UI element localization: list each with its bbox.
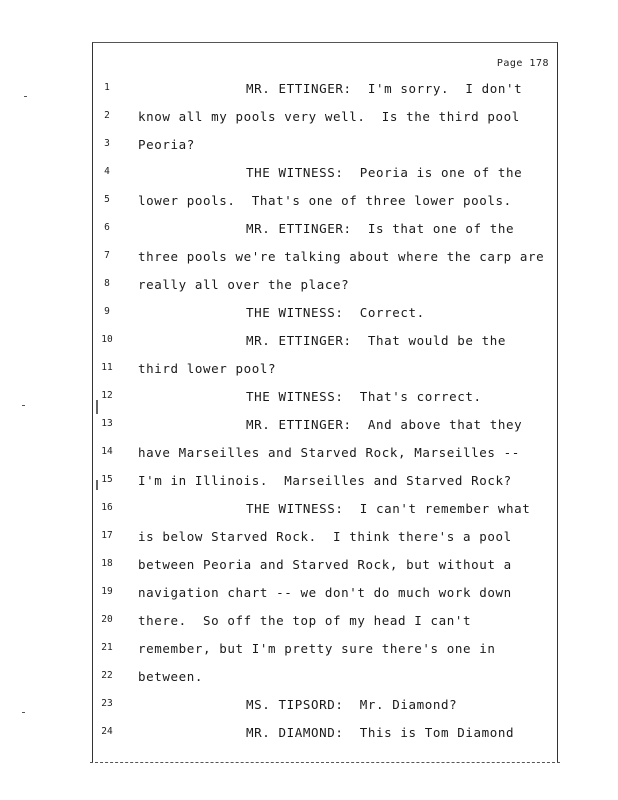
scan-mark — [24, 96, 27, 97]
line-text: between Peoria and Starved Rock, but without a — [138, 557, 512, 572]
line-text: I'm in Illinois. Marseilles and Starved Rock? — [138, 473, 512, 488]
line-text: three pools we're talking about where the carp are — [138, 249, 545, 264]
line-text: Peoria? — [138, 137, 195, 152]
line-number: 10 — [101, 334, 113, 345]
line-number: 24 — [101, 726, 113, 737]
line-number: 13 — [101, 418, 113, 429]
line-text: THE WITNESS: Correct. — [246, 305, 425, 320]
line-number: 12 — [101, 390, 113, 401]
line-number: 15 — [101, 474, 113, 485]
line-text: MR. ETTINGER: And above that they — [246, 417, 523, 432]
line-number: 3 — [104, 138, 110, 149]
bottom-rule — [90, 762, 560, 763]
line-text: know all my pools very well. Is the third pool — [138, 109, 520, 124]
line-number: 4 — [104, 166, 110, 177]
scan-mark — [96, 480, 98, 490]
line-number: 14 — [101, 446, 113, 457]
scan-mark — [96, 400, 98, 414]
line-text: MS. TIPSORD: Mr. Diamond? — [246, 697, 458, 712]
line-number: 18 — [101, 558, 113, 569]
line-number: 21 — [101, 642, 113, 653]
line-number: 6 — [104, 222, 110, 233]
line-number: 20 — [101, 614, 113, 625]
line-number: 7 — [104, 250, 110, 261]
line-number: 16 — [101, 502, 113, 513]
line-text: MR. ETTINGER: That would be the — [246, 333, 507, 348]
line-text: THE WITNESS: Peoria is one of the — [246, 165, 523, 180]
line-text: MR. ETTINGER: I'm sorry. I don't — [246, 81, 523, 96]
line-number: 1 — [104, 82, 110, 93]
line-number: 8 — [104, 278, 110, 289]
line-text: between. — [138, 669, 204, 684]
line-text: MR. DIAMOND: This is Tom Diamond — [246, 725, 515, 740]
line-text: lower pools. That's one of three lower pools. — [138, 193, 512, 208]
line-text: THE WITNESS: I can't remember what — [246, 501, 531, 516]
line-number: 2 — [104, 110, 110, 121]
transcript-page-frame — [92, 42, 558, 762]
line-number: 17 — [101, 530, 113, 541]
line-number: 22 — [101, 670, 113, 681]
line-number: 23 — [101, 698, 113, 709]
scan-mark — [22, 712, 25, 713]
line-text: THE WITNESS: That's correct. — [246, 389, 482, 404]
line-text: remember, but I'm pretty sure there's one in — [138, 641, 496, 656]
line-text: really all over the place? — [138, 277, 350, 292]
line-text: third lower pool? — [138, 361, 277, 376]
line-text: there. So off the top of my head I can't — [138, 613, 472, 628]
line-text: MR. ETTINGER: Is that one of the — [246, 221, 515, 236]
line-number: 9 — [104, 306, 110, 317]
line-number: 19 — [101, 586, 113, 597]
page-number: Page 178 — [496, 58, 549, 69]
line-number: 5 — [104, 194, 110, 205]
line-text: have Marseilles and Starved Rock, Marseilles -- — [138, 445, 520, 460]
line-text: navigation chart -- we don't do much work down — [138, 585, 512, 600]
line-number: 11 — [101, 362, 113, 373]
line-text: is below Starved Rock. I think there's a pool — [138, 529, 512, 544]
scan-mark — [22, 405, 25, 406]
